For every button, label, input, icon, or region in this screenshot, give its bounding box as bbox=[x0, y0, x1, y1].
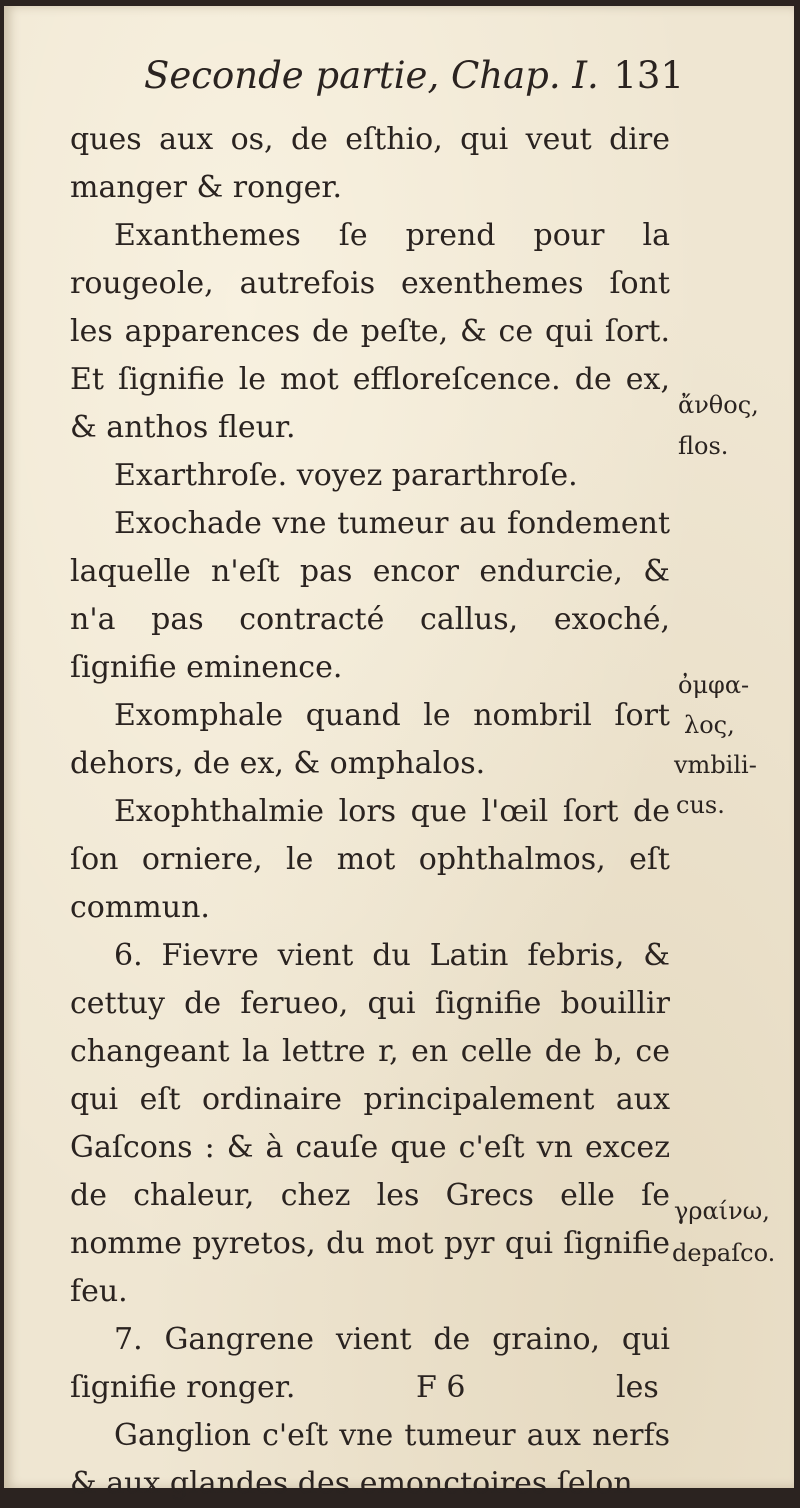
margin-note-omphalos: ὀμφα- bbox=[678, 671, 750, 699]
paragraph: 7. Gangrene vient de graino, qui ſignifie ronger. bbox=[70, 1322, 670, 1405]
margin-note-umbilicus: vmbili- bbox=[674, 751, 757, 779]
paragraph: Exochade vne tumeur au fondement laquelle n'eſt pas encor endurcie, & n'a pas contracté callus, exoché, ſignifie eminence. bbox=[70, 506, 670, 685]
margin-note-omphalos-cont: λος, bbox=[684, 711, 735, 739]
paragraph: Exanthemes ſe prend pour la rougeole, autrefois exenthemes ſont les apparences de peſte, & ce qui ſort. Et ſignifie le mot effloreſcence. de ex, & anthos fleur. bbox=[70, 218, 670, 445]
paragraph: 6. Fievre vient du Latin febris, & cettuy de ferueo, qui ſignifie bouillir changeant la lettre r, en celle de b, ce qui eſt ordinaire principalement aux Gaſcons : & à cauſe que c'eſt vn excez de chaleur, chez les Grecs elle ſe nomme pyretos, du mot pyr qui ſignifie feu. bbox=[70, 938, 670, 1309]
margin-note-flos: flos. bbox=[678, 432, 729, 460]
paragraph: ques aux os, de eſthio, qui veut dire manger & ronger. bbox=[70, 122, 670, 205]
margin-note-anthos: ἄνθος, bbox=[678, 391, 759, 419]
signature-mark: F 6 bbox=[416, 1370, 466, 1405]
catchword: les bbox=[616, 1370, 659, 1405]
margin-note-umbilicus-cont: cus. bbox=[676, 791, 725, 819]
paragraph: Exarthroſe. voyez pararthroſe. bbox=[114, 458, 578, 493]
paragraph: Exomphale quand le nombril ſort dehors, de ex, & omphalos. bbox=[70, 698, 670, 781]
paragraph: Exophthalmie lors que l'œil ſort de ſon orniere, le mot ophthalmos, eſt commun. bbox=[70, 794, 670, 925]
margin-note-grainein: γραίνω, bbox=[674, 1197, 770, 1225]
paragraph: Ganglion c'eſt vne tumeur aux nerfs & aux glandes des emonctoires ſelon bbox=[70, 1418, 670, 1501]
book-page bbox=[4, 6, 794, 1501]
body-text bbox=[70, 116, 670, 1508]
running-head bbox=[144, 54, 684, 104]
margin-note-depasco: depaſco. bbox=[672, 1239, 776, 1267]
running-title: Seconde partie, Chap. I. bbox=[144, 54, 599, 97]
page-number: 131 bbox=[613, 54, 684, 97]
